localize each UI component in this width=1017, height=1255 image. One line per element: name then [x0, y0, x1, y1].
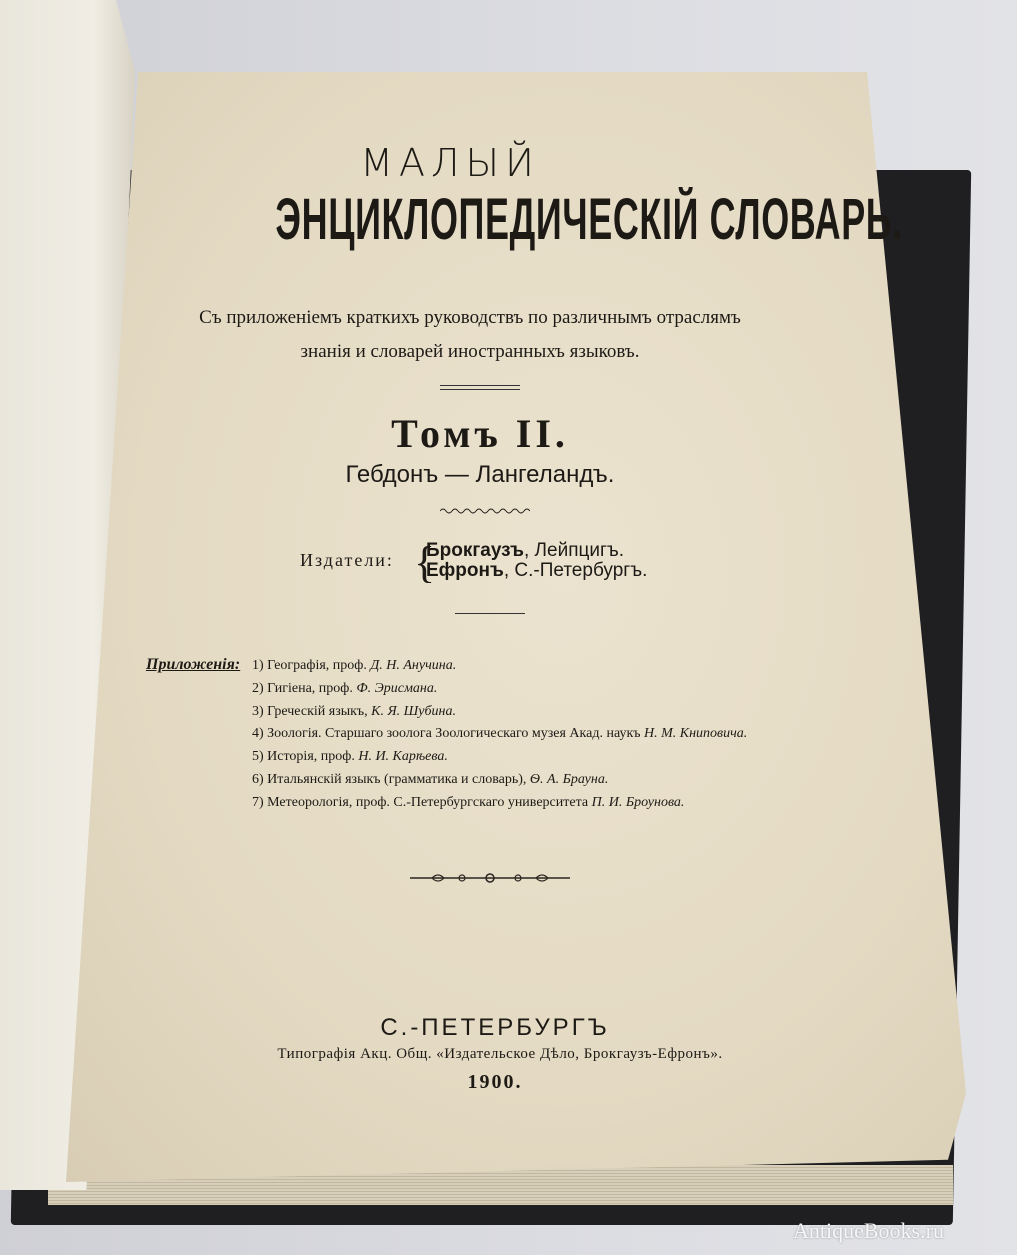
watermark-text: AntiqueBooks.ru	[793, 1218, 944, 1243]
wavy-divider	[440, 505, 530, 517]
publisher-1	[426, 540, 624, 562]
divider-rule	[440, 385, 520, 386]
publisher-2	[426, 560, 647, 582]
volume-number: Томъ II.	[391, 411, 569, 456]
appendix-item: 4) Зоологія. Старшаго зоолога Зоологическаго музея Акад. наукъ Н. М. Книповича.	[252, 726, 748, 742]
publisher-name: Ефронъ	[426, 560, 504, 581]
appendix-item: 6) Итальянскій языкъ (грамматика и словарь), Ѳ. А. Брауна.	[252, 771, 609, 787]
ornament-divider	[410, 870, 570, 886]
main-title: ЭНЦИКЛОПЕДИЧЕСКІЙ СЛОВАРЬ.	[275, 187, 903, 252]
subtitle-line-1: Съ приложеніемъ краткихъ руководствъ по различнымъ отраслямъ	[199, 307, 741, 328]
appendices-label: Приложенія:	[146, 656, 241, 673]
appendix-item: 5) Исторія, проф. Н. И. Карѣева.	[252, 749, 448, 765]
appendix-item: 1) Географія, проф. Д. Н. Анучина.	[252, 658, 457, 673]
brace-glyph: {	[414, 538, 436, 587]
divider-rule	[440, 389, 520, 390]
subtitle-line-2: знанія и словарей иностранныхъ языковъ.	[300, 341, 640, 362]
appendix-item: 3) Греческій языкъ, К. Я. Шубина.	[252, 703, 456, 719]
publisher-city: , С.-Петербургъ.	[503, 560, 648, 581]
title-line-malyj: МАЛЫЙ	[360, 141, 540, 185]
appendix-item: 2) Гигіена, проф. Ф. Эрисмана.	[252, 680, 438, 696]
appendices-list	[252, 655, 852, 815]
printer-line: Типографія Акц. Общ. «Издательское Дѣло, Брокгаузъ-Ефронъ».	[277, 1046, 723, 1062]
subtitle	[140, 301, 800, 369]
publication-year: 1900.	[467, 1071, 523, 1093]
divider-rule	[455, 613, 525, 614]
imprint-city: С.-ПЕТЕРБУРГЪ	[380, 1014, 610, 1041]
publishers-label: Издатели:	[300, 550, 394, 570]
volume-range: Гебдонъ — Лангеландъ.	[345, 461, 615, 488]
publisher-name: Брокгаузъ	[426, 540, 524, 561]
publisher-city: , Лейпцигъ.	[524, 540, 625, 561]
appendix-item: 7) Метеорологія, проф. С.-Петербургскаго университета П. И. Броунова.	[252, 794, 685, 810]
